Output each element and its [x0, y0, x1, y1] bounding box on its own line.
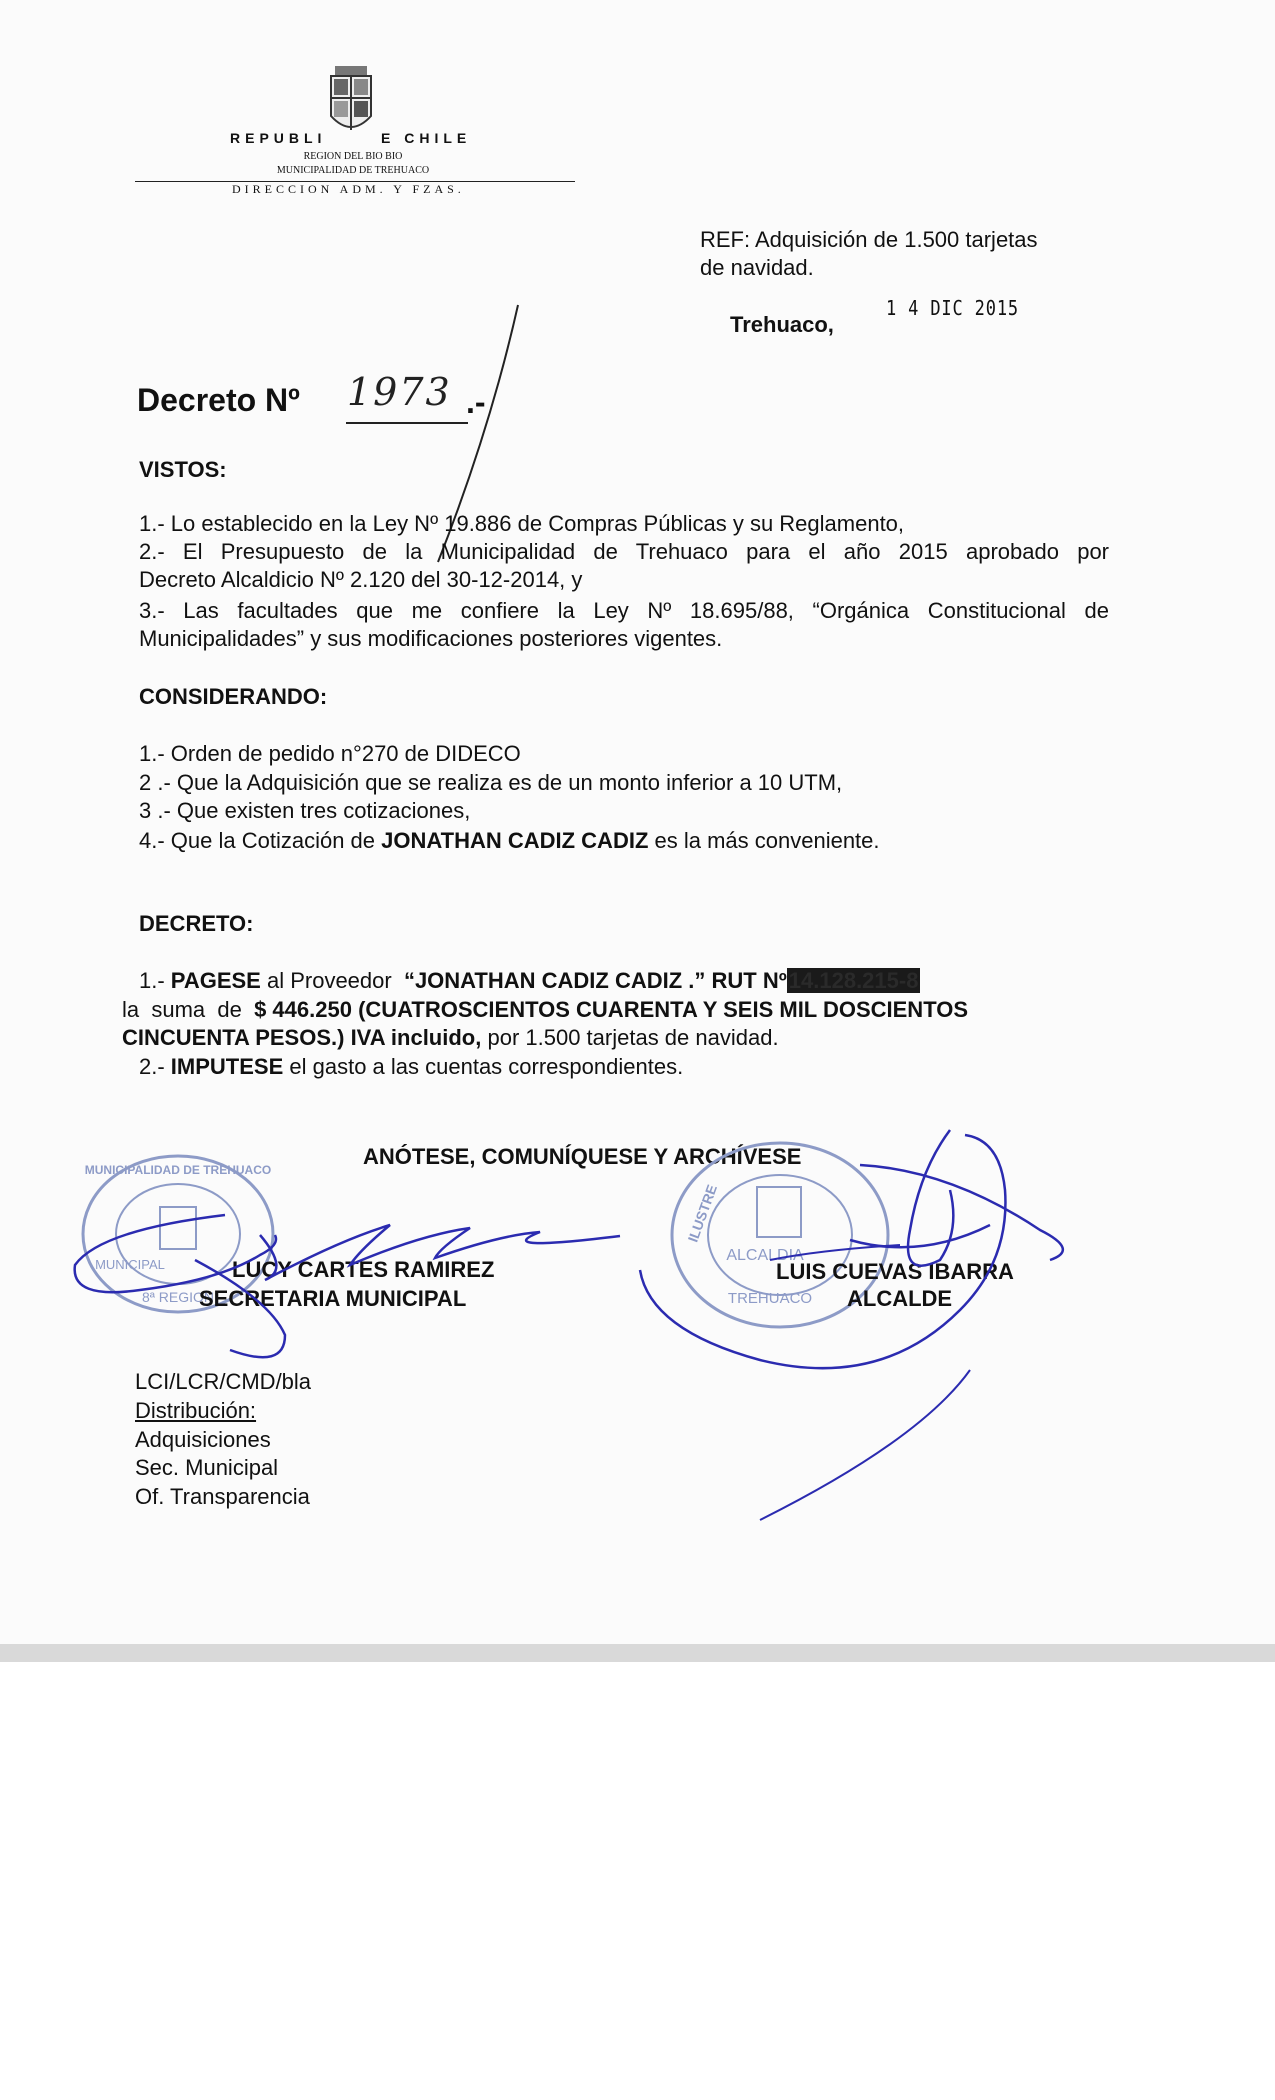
header-municipality: MUNICIPALIDAD DE TREHUACO [276, 165, 430, 176]
distribution-recipient: Of. Transparencia [135, 1484, 310, 1509]
considerando-item: 2 .- Que la Adquisición que se realiza es de un monto inferior a 10 UTM, [139, 770, 843, 795]
signer-right-name: LUIS CUEVAS IBARRA [776, 1259, 1014, 1284]
date-stamp: 1 4 DIC 2015 [886, 296, 1020, 320]
left-handwritten-signature [60, 1150, 660, 1380]
considerando-item [139, 827, 880, 855]
decree-label: Decreto Nº [137, 382, 300, 418]
stamp-left-top: MUNICIPALIDAD DE TREHUACO [84, 1163, 272, 1177]
decreto-num-2: 2.- [139, 1054, 171, 1079]
decreto-pagese: PAGESE [170, 968, 261, 993]
decreto-num: 1.- [139, 968, 171, 993]
signer-left-name: LUCY CARTES RAMIREZ [232, 1257, 495, 1282]
decree-suffix: .- [466, 384, 486, 420]
decreto-imputese: IMPUTESE [170, 1054, 284, 1079]
closing-formula: ANÓTESE, COMUNÍQUESE Y ARCHÍVESE [363, 1144, 802, 1169]
decreto-line-2 [122, 996, 968, 1024]
decreto-line-4 [139, 1053, 683, 1081]
distribution-recipient: Sec. Municipal [135, 1455, 279, 1480]
considerando-item4-suffix: es la más conveniente. [648, 828, 880, 853]
signer-left-title: SECRETARIA MUNICIPAL [199, 1286, 467, 1311]
signer-right-title: ALCALDE [847, 1286, 953, 1311]
stamp-left-mid: MUNICIPAL [95, 1257, 165, 1272]
vistos-item: 2.- El Presupuesto de la Municipalidad de Trehuaco para el año 2015 aprobado por [139, 539, 1109, 564]
distribution-recipient: Adquisiciones [135, 1427, 271, 1452]
ref-line-1: REF: Adquisición de 1.500 tarjetas [700, 227, 1038, 252]
stamp-left-region: 8ª REGION [141, 1289, 215, 1305]
stamp-right-bottom: TREHUACO [727, 1290, 813, 1307]
distribution-label: Distribución: [135, 1398, 257, 1423]
place: Trehuaco, [730, 312, 834, 337]
rut-redacted: 14.128.215-8 [788, 968, 919, 993]
decreto-line-1 [139, 967, 920, 995]
vistos-heading: VISTOS: [139, 457, 227, 482]
considerando-item4-name: JONATHAN CADIZ CADIZ [381, 828, 649, 853]
decree-number-handwritten: 1973 [347, 370, 452, 414]
decreto-line-3 [122, 1024, 779, 1052]
considerando-item: 1.- Orden de pedido n°270 de DIDECO [139, 741, 521, 766]
vistos-item: Municipalidades” y sus modificaciones posteriores vigentes. [139, 626, 723, 651]
header-direction: DIRECCION ADM. Y FZAS. [232, 182, 465, 196]
footer-initials: LCI/LCR/CMD/bla [135, 1369, 312, 1394]
decreto-provider-label: al Proveedor [260, 968, 404, 993]
considerando-item: 3 .- Que existen tres cotizaciones, [139, 798, 471, 823]
header-republic-right: E CHILE [381, 130, 472, 146]
decreto-amount-cont: CINCUENTA PESOS.) IVA incluido, [122, 1025, 482, 1050]
decreto-concept: por 1.500 tarjetas de navidad. [481, 1025, 779, 1050]
decreto-provider-name: “JONATHAN CADIZ CADIZ .” RUT Nº [403, 968, 787, 993]
decreto-imputese-rest: el gasto a las cuentas correspondientes. [283, 1054, 684, 1079]
page-bottom-edge [0, 1644, 1275, 1662]
vistos-item: 1.- Lo establecido en la Ley Nº 19.886 de Compras Públicas y su Reglamento, [139, 511, 905, 536]
right-handwritten-signature [620, 1110, 1090, 1530]
ref-line-2: de navidad. [700, 255, 814, 280]
considerando-heading: CONSIDERANDO: [139, 684, 328, 709]
decreto-sum-label: la suma de [122, 997, 255, 1022]
vistos-item: Decreto Alcaldicio Nº 2.120 del 30-12-2014, y [139, 567, 583, 592]
decreto-heading: DECRETO: [139, 911, 254, 936]
stamp-right-top: ILUSTRE [684, 1182, 721, 1245]
header-region: REGION DEL BIO BIO [303, 151, 403, 162]
coat-of-arms-emblem [325, 64, 377, 140]
considerando-item4-prefix: 4.- Que la Cotización de [139, 828, 382, 853]
vistos-item: 3.- Las facultades que me confiere la Ley Nº 18.695/88, “Orgánica Constitucional de [139, 598, 1109, 623]
decreto-amount: $ 446.250 (CUATROSCIENTOS CUARENTA Y SEIS MIL DOSCIENTOS [254, 997, 969, 1022]
stamp-right-mid: ALCALDIA [726, 1247, 804, 1264]
header-republic-left: REPUBLI [230, 130, 327, 146]
